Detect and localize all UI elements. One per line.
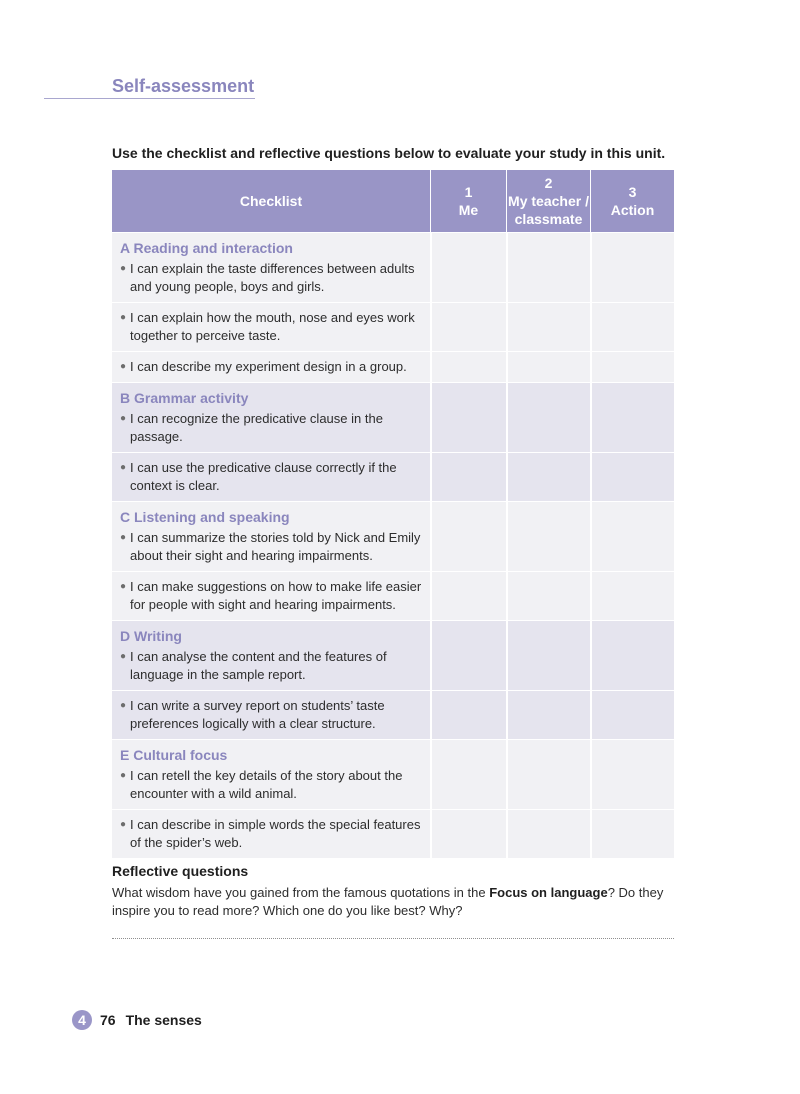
- action-cell[interactable]: [590, 383, 674, 452]
- item-text: I can explain how the mouth, nose and eyes work together to perceive taste.: [130, 310, 415, 343]
- section-cultural: [112, 739, 674, 858]
- header-action-number: 3: [628, 184, 637, 200]
- header-teacher-label-line2: classmate: [514, 211, 583, 227]
- action-cell[interactable]: [590, 572, 674, 620]
- me-cell[interactable]: [430, 502, 506, 571]
- item-text: I can describe my experiment design in a group.: [130, 359, 407, 374]
- header-checklist-label: Checklist: [239, 193, 303, 209]
- section-reading: [112, 232, 674, 382]
- list-item: [120, 767, 422, 803]
- bullet-icon: ●: [120, 413, 127, 424]
- header-action: [590, 170, 674, 232]
- section-writing: [112, 620, 674, 739]
- section-title: B Grammar activity: [120, 390, 249, 406]
- section-title: E Cultural focus: [120, 747, 228, 763]
- checklist-cell: [112, 691, 430, 739]
- unit-badge: 4: [72, 1010, 92, 1030]
- table-row: [112, 690, 674, 739]
- teacher-cell[interactable]: [506, 453, 590, 501]
- me-cell[interactable]: [430, 453, 506, 501]
- item-text: I can use the predicative clause correctly if the context is clear.: [130, 460, 397, 493]
- checklist-table: [112, 170, 674, 858]
- bullet-icon: ●: [120, 770, 127, 781]
- header-action-label: Action: [610, 202, 655, 218]
- section-listening: [112, 501, 674, 620]
- header-me: [430, 170, 506, 232]
- section-grammar: [112, 382, 674, 501]
- teacher-cell[interactable]: [506, 621, 590, 690]
- teacher-cell[interactable]: [506, 233, 590, 302]
- teacher-cell[interactable]: [506, 303, 590, 351]
- action-cell[interactable]: [590, 691, 674, 739]
- reflective-title: Reflective questions: [112, 863, 249, 879]
- checklist-cell: [112, 572, 430, 620]
- action-cell[interactable]: [590, 453, 674, 501]
- bullet-icon: ●: [120, 819, 127, 830]
- teacher-cell[interactable]: [506, 810, 590, 858]
- action-cell[interactable]: [590, 352, 674, 382]
- table-row: [112, 809, 674, 858]
- action-cell[interactable]: [590, 621, 674, 690]
- bullet-icon: ●: [120, 532, 127, 543]
- list-item: [120, 260, 422, 296]
- table-row: [112, 739, 674, 809]
- action-cell[interactable]: [590, 303, 674, 351]
- list-item: [120, 459, 422, 495]
- action-cell[interactable]: [590, 233, 674, 302]
- checklist-cell: [112, 621, 430, 690]
- action-cell[interactable]: [590, 810, 674, 858]
- unit-title: The senses: [125, 1012, 202, 1028]
- reflective-text-before: What wisdom have you gained from the famous quotations in the: [112, 885, 490, 900]
- bullet-icon: ●: [120, 581, 127, 592]
- table-row: [112, 302, 674, 351]
- me-cell[interactable]: [430, 303, 506, 351]
- me-cell[interactable]: [430, 572, 506, 620]
- me-cell[interactable]: [430, 740, 506, 809]
- teacher-cell[interactable]: [506, 383, 590, 452]
- me-cell[interactable]: [430, 383, 506, 452]
- table-row: [112, 501, 674, 571]
- list-item: [120, 309, 422, 345]
- table-row: [112, 382, 674, 452]
- checklist-cell: [112, 303, 430, 351]
- header-me-number: 1: [464, 184, 473, 200]
- table-row: [112, 232, 674, 302]
- item-text: I can describe in simple words the special features of the spider’s web.: [130, 817, 421, 850]
- item-text: I can explain the taste differences between adults and young people, boys and girls.: [130, 261, 415, 294]
- header-checklist: [112, 170, 430, 232]
- item-text: I can recognize the predicative clause in the passage.: [130, 411, 383, 444]
- teacher-cell[interactable]: [506, 572, 590, 620]
- dotted-divider: [112, 938, 674, 939]
- list-item: [120, 529, 422, 565]
- title-underline: [44, 74, 255, 99]
- page-title: Self-assessment: [112, 76, 255, 96]
- table-row: [112, 452, 674, 501]
- action-cell[interactable]: [590, 502, 674, 571]
- table-row: [112, 571, 674, 620]
- checklist-cell: [112, 233, 430, 302]
- section-title: A Reading and interaction: [120, 240, 293, 256]
- me-cell[interactable]: [430, 233, 506, 302]
- instruction-text: Use the checklist and reflective questions below to evaluate your study in this unit.: [112, 145, 666, 161]
- reflective-text-after: ? Do they inspire you to read more? Which one do you like best? Why?: [112, 885, 664, 918]
- header-teacher-label-line1: My teacher /: [508, 193, 589, 209]
- teacher-cell[interactable]: [506, 352, 590, 382]
- item-text: I can retell the key details of the story about the encounter with a wild animal.: [130, 768, 403, 801]
- me-cell[interactable]: [430, 691, 506, 739]
- me-cell[interactable]: [430, 621, 506, 690]
- header-teacher-number: 2: [544, 175, 553, 191]
- reflective-text-bold: Focus on language: [489, 885, 608, 900]
- page-number: 76: [100, 1012, 116, 1028]
- section-title: C Listening and speaking: [120, 509, 290, 525]
- page-footer: [72, 1010, 202, 1030]
- list-item: [120, 816, 422, 852]
- bullet-icon: ●: [120, 312, 127, 323]
- bullet-icon: ●: [120, 700, 127, 711]
- table-header: [112, 170, 674, 232]
- list-item: [120, 697, 422, 733]
- bullet-icon: ●: [120, 651, 127, 662]
- me-cell[interactable]: [430, 352, 506, 382]
- teacher-cell[interactable]: [506, 740, 590, 809]
- item-text: I can write a survey report on students’ taste preferences logically with a clear structure.: [130, 698, 385, 731]
- action-cell[interactable]: [590, 740, 674, 809]
- checklist-cell: [112, 810, 430, 858]
- teacher-cell[interactable]: [506, 691, 590, 739]
- item-text: I can summarize the stories told by Nick and Emily about their sight and hearing impairments.: [130, 530, 421, 563]
- checklist-cell: [112, 383, 430, 452]
- bullet-icon: ●: [120, 361, 127, 372]
- list-item: [120, 578, 422, 614]
- list-item: [120, 358, 422, 376]
- teacher-cell[interactable]: [506, 502, 590, 571]
- section-title: D Writing: [120, 628, 182, 644]
- checklist-cell: [112, 502, 430, 571]
- header-teacher: [506, 170, 590, 232]
- bullet-icon: ●: [120, 263, 127, 274]
- bullet-icon: ●: [120, 462, 127, 473]
- list-item: [120, 648, 422, 684]
- me-cell[interactable]: [430, 810, 506, 858]
- table-row: [112, 620, 674, 690]
- checklist-cell: [112, 352, 430, 382]
- list-item: [120, 410, 422, 446]
- checklist-cell: [112, 453, 430, 501]
- reflective-text: [112, 884, 674, 920]
- table-row: [112, 351, 674, 382]
- checklist-cell: [112, 740, 430, 809]
- header-me-label: Me: [458, 202, 479, 218]
- item-text: I can analyse the content and the features of language in the sample report.: [130, 649, 387, 682]
- item-text: I can make suggestions on how to make life easier for people with sight and hearing impairments.: [130, 579, 422, 612]
